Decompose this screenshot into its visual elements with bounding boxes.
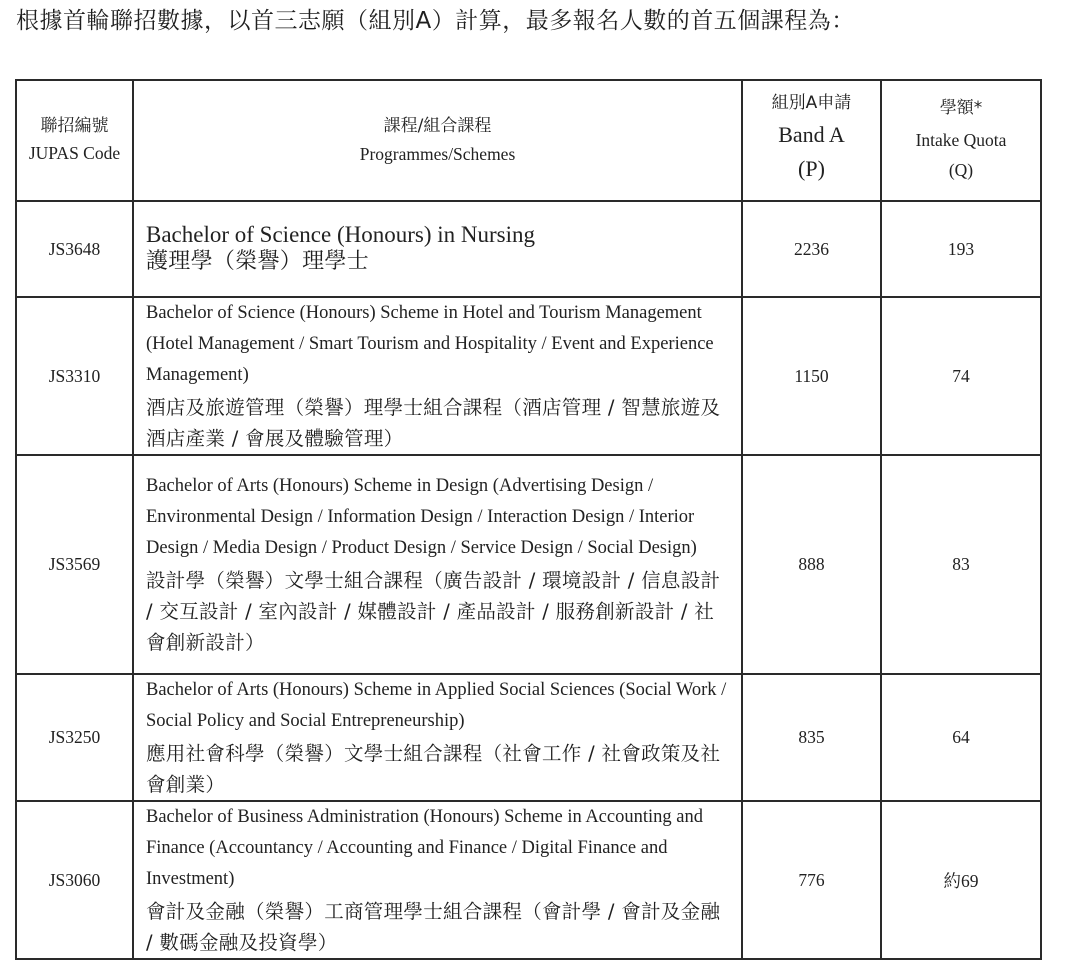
header-intake-quota <box>881 80 1041 201</box>
cell-quota: 83 <box>881 455 1041 674</box>
table-row <box>16 201 1041 297</box>
cell-band-a: 835 <box>742 674 881 801</box>
cell-band-a: 776 <box>742 801 881 959</box>
cell-programme <box>133 674 742 801</box>
programme-name-en: Bachelor of Business Administration (Honours) Scheme in Accounting and Finance (Accountancy / Accounting and Finance / Digital Finance and Investment) <box>146 807 703 890</box>
cell-jupas-code: JS3569 <box>16 455 133 674</box>
cell-quota: 約69 <box>881 801 1041 959</box>
programme-name-en: Bachelor of Arts (Honours) Scheme in Applied Social Sciences (Social Work / Social Policy and Social Entrepreneurship) <box>146 680 727 732</box>
cell-jupas-code: JS3648 <box>16 201 133 297</box>
top-programmes-table <box>15 79 1042 960</box>
programme-name-en: Bachelor of Arts (Honours) Scheme in Design (Advertising Design / Environmental Design / Information Design / Interaction Design / Interior Design / Media Design / Product Design / Service Design / Social Design) <box>146 475 697 559</box>
programme-name-zh: 設計學（榮譽）文學士組合課程（廣告設計 / 環境設計 / 信息設計 / 交互設計 / 室內設計 / 媒體設計 / 產品設計 / 服務創新設計 / 社會創新設計） <box>146 568 721 654</box>
programme-name-en: Bachelor of Science (Honours) in Nursing <box>146 222 535 247</box>
cell-jupas-code: JS3250 <box>16 674 133 801</box>
cell-programme <box>133 455 742 674</box>
table-row <box>16 297 1041 455</box>
header-band-a-sub: (P) <box>798 155 825 181</box>
header-quota-zh: 學額* <box>939 97 983 118</box>
header-jupas-code <box>16 80 133 201</box>
cell-quota: 193 <box>881 201 1041 297</box>
intro-heading: 根據首輪聯招數據，以首三志願（組別A）計算，最多報名人數的首五個課程為： <box>16 8 855 34</box>
programme-name-zh: 酒店及旅遊管理（榮譽）理學士組合課程（酒店管理 / 智慧旅遊及酒店產業 / 會展及體驗管理） <box>146 395 721 450</box>
header-programme <box>133 80 742 201</box>
cell-quota: 74 <box>881 297 1041 455</box>
header-band-a-en: Band A <box>778 121 845 147</box>
cell-programme <box>133 201 742 297</box>
cell-jupas-code: JS3310 <box>16 297 133 455</box>
programme-name-en: Bachelor of Science (Honours) Scheme in Hotel and Tourism Management (Hotel Management / Smart Tourism and Hospitality / Event and Experience Management) <box>146 303 714 386</box>
header-quota-sub: (Q) <box>948 159 974 180</box>
cell-band-a: 888 <box>742 455 881 674</box>
cell-jupas-code: JS3060 <box>16 801 133 959</box>
header-code-en: JUPAS Code <box>28 143 121 163</box>
header-band-a-zh: 組別A申請 <box>771 92 852 113</box>
cell-band-a: 2236 <box>742 201 881 297</box>
programme-name-zh: 會計及金融（榮譽）工商管理學士組合課程（會計學 / 會計及金融 / 數碼金融及投資學） <box>146 899 721 954</box>
table-header-row <box>16 80 1041 201</box>
header-programme-zh: 課程/組合課程 <box>383 115 492 136</box>
table-row <box>16 674 1041 801</box>
programme-name-zh: 應用社會科學（榮譽）文學士組合課程（社會工作 / 社會政策及社會創業） <box>146 741 721 796</box>
programme-name-zh: 護理學（榮譽）理學士 <box>146 249 370 274</box>
header-code-zh: 聯招編號 <box>40 116 109 136</box>
header-quota-en: Intake Quota <box>915 129 1007 150</box>
table-row <box>16 455 1041 674</box>
header-programme-en: Programmes/Schemes <box>359 143 516 164</box>
table-row <box>16 801 1041 959</box>
cell-band-a: 1150 <box>742 297 881 455</box>
cell-programme <box>133 297 742 455</box>
cell-quota: 64 <box>881 674 1041 801</box>
cell-programme <box>133 801 742 959</box>
header-band-a <box>742 80 881 201</box>
